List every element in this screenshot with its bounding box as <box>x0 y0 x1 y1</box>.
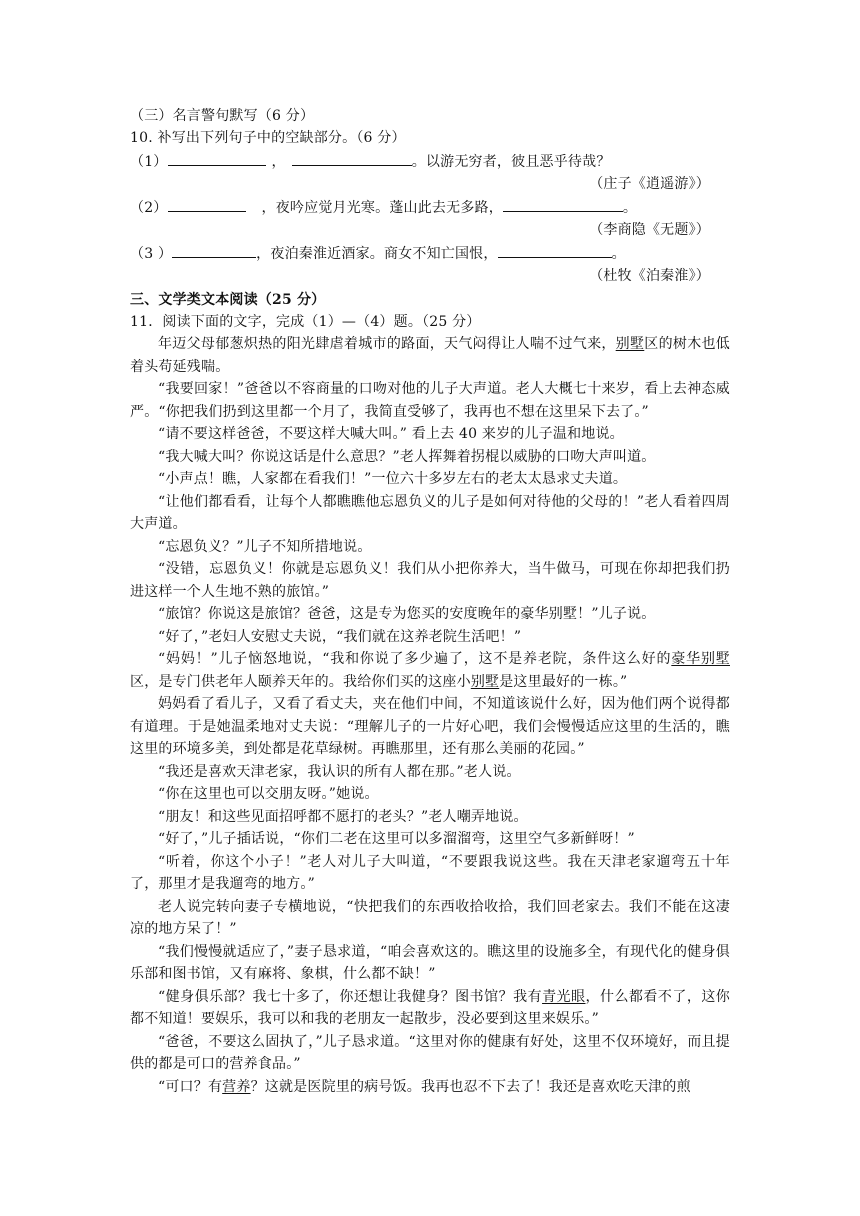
story-paragraph: “我大喊大叫？你说这话是什么意思？”老人挥舞着拐棍以威胁的口吻大声叫道。 <box>158 448 656 465</box>
story-paragraph: “我要回家！”爸爸以不容商量的口吻对他的儿子大声道。老人大概七十来岁，看上去神态威严。“你把我们扔到这里都一个月了，我简直受够了，我再也不想在这里呆下去了。” <box>130 381 730 420</box>
q10-line-3-end: 。 <box>611 246 626 262</box>
story-paragraph: “听着，你这个小子！”老人对儿子大叫道，“不要跟我说这些。我在天津老家遛弯五十年了，那里才是我遛弯的地方。” <box>130 853 730 892</box>
story-paragraph: 老人说完转向妻子专横地说，“快把我们的东西收拾收拾，我们回老家去。我们不能在这凄凉的地方呆了！” <box>130 898 730 937</box>
story-paragraph: “忘恩负义？”儿子不知所措地说。 <box>158 538 372 555</box>
q10-line-1-comma: ， <box>271 154 286 170</box>
q10-line-2 <box>130 197 637 218</box>
story-paragraph: “我们慢慢就适应了，”妻子恳求道，“咱会喜欢这的。瞧这里的设施多全，有现代化的健身俱乐部和图书馆，又有麻将、象棋，什么都不缺！” <box>130 943 730 982</box>
answer-blank[interactable] <box>168 197 246 212</box>
story-paragraph: 妈妈看了看儿子，又看了看丈夫，夹在他们中间，不知道该说什么好，因为他们两个说得都有道理。于是她温柔地对丈夫说：“理解儿子的一片好心吧，我们会慢慢适应这里的生活的，瞧这里的环境多美，到处都是花草绿树。再瞧那里，还有那么美丽的花园。” <box>130 696 730 757</box>
question-10-title: 10. 补写出下列句子中的空缺部分。（6 分） <box>130 130 406 146</box>
story-paragraph: “好了，”老妇人安慰丈夫说，“我们就在这养老院生活吧！” <box>158 628 522 645</box>
answer-blank[interactable] <box>292 151 412 166</box>
story-paragraph: “没错，忘恩负义！你就是忘恩负义！我们从小把你养大，当牛做马，可现在你却把我们扔进这样一个人生地不熟的旅馆。” <box>130 561 730 600</box>
story-paragraph: “请不要这样爸爸，不要这样大喊大叫。” 看上去 40 来岁的儿子温和地说。 <box>158 426 624 442</box>
q10-line-1-source: （庄子《逍遥游》） <box>589 176 710 192</box>
part-three-title: 三、文学类文本阅读（25 分） <box>130 292 326 308</box>
q10-line-3 <box>130 243 626 264</box>
story-text <box>130 333 730 1098</box>
story-paragraph: “让他们都看看，让每个人都瞧瞧他忘恩负义的儿子是如何对待他的父母的！”老人看着四周大声道。 <box>130 493 730 532</box>
story-paragraph: “旅馆？你说这是旅馆？爸爸，这是专为您买的安度晚年的豪华别墅！”儿子说。 <box>158 606 656 622</box>
story-paragraph: “爸爸，不要这么固执了，”儿子恳求道。“这里对你的健康有好处，这里不仅环境好，而且提供的都是可口的营养食品。” <box>130 1033 730 1072</box>
story-paragraph: “朋友！和这些见面招呼都不愿打的老头？”老人嘲弄地说。 <box>158 808 528 825</box>
q10-line-1-text: 。以游无穷者，彼且恶乎待哉？ <box>411 154 611 170</box>
answer-blank[interactable] <box>168 151 266 166</box>
q10-line-3-text: ，夜泊秦淮近酒家。商女不知亡国恨， <box>256 246 498 262</box>
q10-line-2-end: 。 <box>622 200 638 216</box>
underlined-word: 营养 <box>222 1078 251 1095</box>
story-paragraph: “小声点！瞧，人家都在看我们！”一位六十多岁左右的老太太恳求丈夫道。 <box>158 471 628 487</box>
underlined-word: 别墅 <box>615 336 645 352</box>
q10-line-1-number: （1） <box>130 154 168 170</box>
q10-line-2-source: （李商隐《无题》） <box>589 222 710 238</box>
underlined-word: 豪华别墅 <box>671 651 730 667</box>
story-paragraph: 年迈父母郁葱炽热的阳光肆虐着城市的路面，天气闷得让人喘不过气来，别墅区的树木也低着头苟延残喘。 <box>130 336 730 375</box>
section-three-title: （三）名言警句默写（6 分） <box>130 108 315 124</box>
q10-line-1 <box>130 151 611 172</box>
answer-blank[interactable] <box>498 243 612 258</box>
story-paragraph: “妈妈！”儿子恼怒地说，“我和你说了多少遍了，这不是养老院，条件这么好的豪华别墅区，是专门供老年人颐养天年的。我给你们买的这座小别墅是这里最好的一栋。” <box>130 651 730 690</box>
q10-line-2-number: （2） <box>130 200 168 216</box>
q10-line-3-source: （杜牧《泊秦淮》） <box>589 268 710 284</box>
underlined-word: 青光眼 <box>542 988 586 1005</box>
story-paragraph: “我还是喜欢天津老家，我认识的所有人都在那。”老人说。 <box>158 763 521 780</box>
answer-blank[interactable] <box>503 197 623 212</box>
story-paragraph: “健身俱乐部？我七十多了，你还想让我健身？图书馆？我有青光眼，什么都看不了，这你都不知道！要娱乐，我可以和我的老朋友一起散步，没必要到这里来娱乐。” <box>130 988 730 1027</box>
story-paragraph: “可口？有营养？这就是医院里的病号饭。我再也忍不下去了！我还是喜欢吃天津的煎 <box>158 1078 691 1095</box>
answer-blank[interactable] <box>172 243 256 258</box>
q10-line-3-number: （3 ） <box>130 246 173 262</box>
story-paragraph: “好了，”儿子插话说，“你们二老在这里可以多溜溜弯，这里空气多新鲜呀！” <box>158 831 635 847</box>
q10-line-2-text: ，夜吟应觉月光寒。蓬山此去无多路， <box>261 200 503 216</box>
underlined-word: 别墅 <box>470 673 500 690</box>
question-11-title: 11．阅读下面的文字，完成（1）—（4）题。（25 分） <box>130 314 481 330</box>
story-paragraph: “你在这里也可以交朋友呀。”她说。 <box>158 786 379 802</box>
